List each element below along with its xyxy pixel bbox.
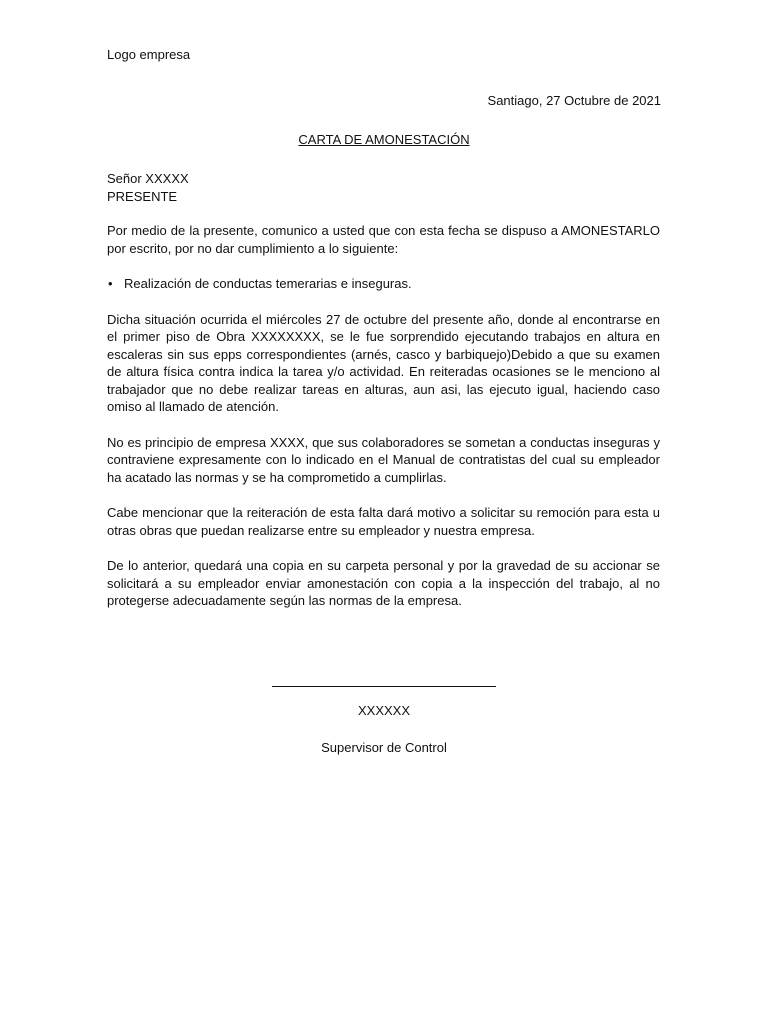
body-paragraph-incident: Dicha situación ocurrida el miércoles 27 de octubre del presente año, donde al encontrarse en el primer piso de Obra XXXXXXXX, se le fue sorprendido ejecutando trabajos en altura en escaleras sin sus epps correspondientes (arnés, casco y barbiquejo)Debido a que su examen de altura física contra indica la tarea y/o actividad. En reiteradas ocasiones se le menciono al trabajador que no debe realizar tareas en alturas, aun asi, las ejecuto igual, haciendo caso omiso al llamado de atención. [107,311,660,414]
letter-date: Santiago, 27 Octubre de 2021 [487,93,661,108]
letter-title: CARTA DE AMONESTACIÓN [298,132,470,147]
letter-body [107,222,660,628]
bullet-icon: • [108,276,113,291]
body-paragraph-intro: Por medio de la presente, comunico a usted que con esta fecha se dispuso a AMONESTARLO por escrito, por no dar cumplimiento a lo siguiente: [107,223,660,256]
infraction-list-item [107,275,660,293]
infraction-list [107,275,660,293]
signature-line [272,686,496,687]
body-paragraph-consequence: De lo anterior, quedará una copia en su carpeta personal y por la gravedad de su accionar se solicitará a su empleador enviar amonestación con copia a la inspección del trabajo, al no protegerse adecuadamente según las normas de la empresa. [107,558,660,608]
signature-name: XXXXXX [357,703,411,718]
recipient-salutation: PRESENTE [107,189,178,204]
signature-block [0,676,768,755]
company-logo-placeholder: Logo empresa [107,47,191,62]
infraction-text: Realización de conductas temerarias e inseguras. [124,276,412,291]
recipient-block [107,170,189,206]
signature-role: Supervisor de Control [321,740,447,755]
body-paragraph-warning: Cabe mencionar que la reiteración de esta falta dará motivo a solicitar su remoción para esta u otras obras que puedan realizarse entre su empleador y nuestra empresa. [107,505,660,538]
recipient-name: Señor XXXXX [107,171,189,186]
body-paragraph-policy: No es principio de empresa XXXX, que sus colaboradores se sometan a conductas inseguras y contraviene expresamente con lo indicado en el Manual de contratistas del cual su empleador ha acatado las normas y se ha comprometido a cumplirlas. [107,434,660,485]
